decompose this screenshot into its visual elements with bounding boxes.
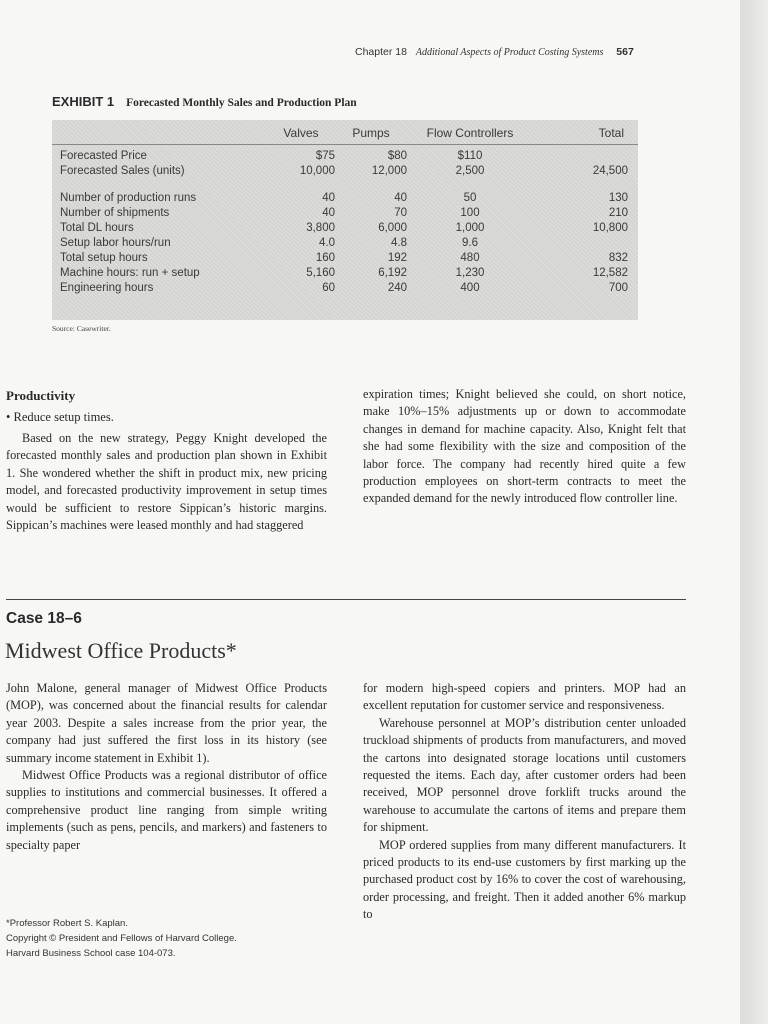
table-row [52,251,638,266]
table-cell: 12,582 [592,267,628,279]
row-label: Number of production runs [60,192,197,204]
page-number: 567 [616,46,634,58]
table-cell: 1,230 [455,267,485,279]
table-cell [533,145,638,165]
table-cell: 10,800 [592,222,628,234]
section-divider [6,599,686,600]
column-header: Total [533,120,638,145]
page-edge [740,0,768,1024]
case-left-column [6,680,327,854]
table-cell: 40 [322,192,335,204]
table-cell: 10,000 [299,165,335,177]
table-cell: $80 [387,150,407,162]
table-cell: 50 [463,192,477,204]
footnotes [6,916,327,961]
exhibit-table [52,120,638,296]
chapter-label: Chapter 18 [355,46,407,58]
row-label: Total DL hours [60,222,134,234]
table-cell: 70 [394,207,407,219]
case-number: Case 18–6 [6,610,82,627]
table-cell: 130 [608,192,628,204]
section-heading: Productivity [6,388,76,403]
body-paragraph: for modern high-speed copiers and printers. MOP had an excellent reputation for customer service and responsiveness. [363,681,686,713]
table-cell: 40 [322,207,335,219]
table-row [52,281,638,296]
table-cell: 1,000 [455,222,485,234]
table-cell: 210 [608,207,628,219]
table-cell: 160 [315,252,335,264]
table-cell: $75 [315,150,335,162]
row-label: Machine hours: run + setup [60,267,200,279]
table-cell [533,236,638,251]
body-paragraph: MOP ordered supplies from many different manufacturers. It priced products to its end-use customers by first marking up the purchased product cost by 16% to cover the cost of warehousing, order processing, and freight. Then it added another 6% markup to [363,837,686,922]
table-cell: 60 [322,282,335,294]
row-spacer [52,179,638,191]
table-cell: 5,160 [306,267,335,279]
table-cell: $110 [457,150,483,162]
footnote-copyright: Copyright © President and Fellows of Harvard College. [6,933,237,944]
table-cell: 40 [394,192,407,204]
case-title: Midwest Office Products* [5,638,237,663]
body-paragraph: Midwest Office Products was a regional distributor of office supplies to institutions and commercial businesses. It offered a comprehensive product line ranging from simple writing implements (such as pens, pencils, and markers) and fasteners to specialty paper [6,768,327,852]
table-row [52,236,638,251]
exhibit-source: Source: Casewriter. [52,324,111,333]
bullet-item: • Reduce setup times. [6,410,114,424]
body-paragraph: expiration times; Knight believed she could, on short notice, make 10%–15% adjustments up or down to accommodate changes in demand for machine capacity. Also, Knight felt that she had some flexibility with the size and composition of the labor force. The company had recently hired quite a few production employees on short-term contracts to meet the expanded demand for the newly introduced flow controller line. [363,387,686,506]
exhibit-table-box [52,120,638,320]
row-label: Total setup hours [60,252,148,264]
column-header: Valves [267,120,335,145]
row-label: Engineering hours [60,282,154,294]
table-cell: 24,500 [592,165,628,177]
row-label: Number of shipments [60,207,170,219]
table-row [52,221,638,236]
column-header: Pumps [335,120,407,145]
table-cell: 12,000 [371,165,407,177]
exhibit-title [52,93,357,111]
table-cell: 2,500 [455,165,485,177]
exhibit-label: EXHIBIT 1 [52,94,115,109]
table-cell: 6,000 [378,222,407,234]
column-header [52,120,267,145]
row-label: Setup labor hours/run [60,237,171,249]
table-row [52,145,638,165]
table-cell: 240 [387,282,407,294]
table-row [52,191,638,206]
body-paragraph: Warehouse personnel at MOP’s distribution center unloaded truckload shipments of products from manufacturers, and moved the cartons into designated storage locations until customers requested the items. Each day, after customer orders had been received, MOP personnel drove forklift trucks around the warehouse to accumulate the cartons of items and prepare them for shipment. [363,715,686,835]
table-cell: 192 [387,252,407,264]
table-cell: 832 [608,252,628,264]
chapter-title: Additional Aspects of Product Costing Systems [415,47,604,58]
table-cell: 4.0 [319,237,335,249]
running-head [355,46,685,58]
row-label: Forecasted Price [60,150,147,162]
table-row [52,206,638,221]
row-label: Forecasted Sales (units) [60,165,185,177]
table-row [52,266,638,281]
case-right-column [363,680,686,924]
exhibit-caption: Forecasted Monthly Sales and Production Plan [126,97,357,109]
table-cell: 700 [608,282,628,294]
table-row [52,164,638,179]
table-cell: 400 [460,282,480,294]
column-header: Flow Controllers [407,120,533,145]
table-cell: 6,192 [378,267,407,279]
table-cell: 3,800 [306,222,335,234]
table-cell: 100 [460,207,480,219]
table-cell: 4.8 [391,237,407,249]
footnote-case-id: Harvard Business School case 104-073. [6,948,176,959]
table-header-row [52,120,638,145]
body-paragraph: Based on the new strategy, Peggy Knight developed the forecasted monthly sales and production plan shown in Exhibit 1. She wondered whether the shift in product mix, new pricing model, and forecasted productivity improvement in setup times would be sufficient to restore Sippican’s historic margins. Sippican’s machines were leased monthly and had staggered [6,431,327,533]
footnote-author: *Professor Robert S. Kaplan. [6,918,128,929]
table-cell: 9.6 [462,237,478,249]
body-paragraph: John Malone, general manager of Midwest Office Products (MOP), was concerned about the financial results for calendar year 2003. Despite a sales increase from the prior year, the company had just suffered the first loss in its history (see summary income statement in Exhibit 1). [6,681,327,765]
table-cell: 480 [460,252,480,264]
